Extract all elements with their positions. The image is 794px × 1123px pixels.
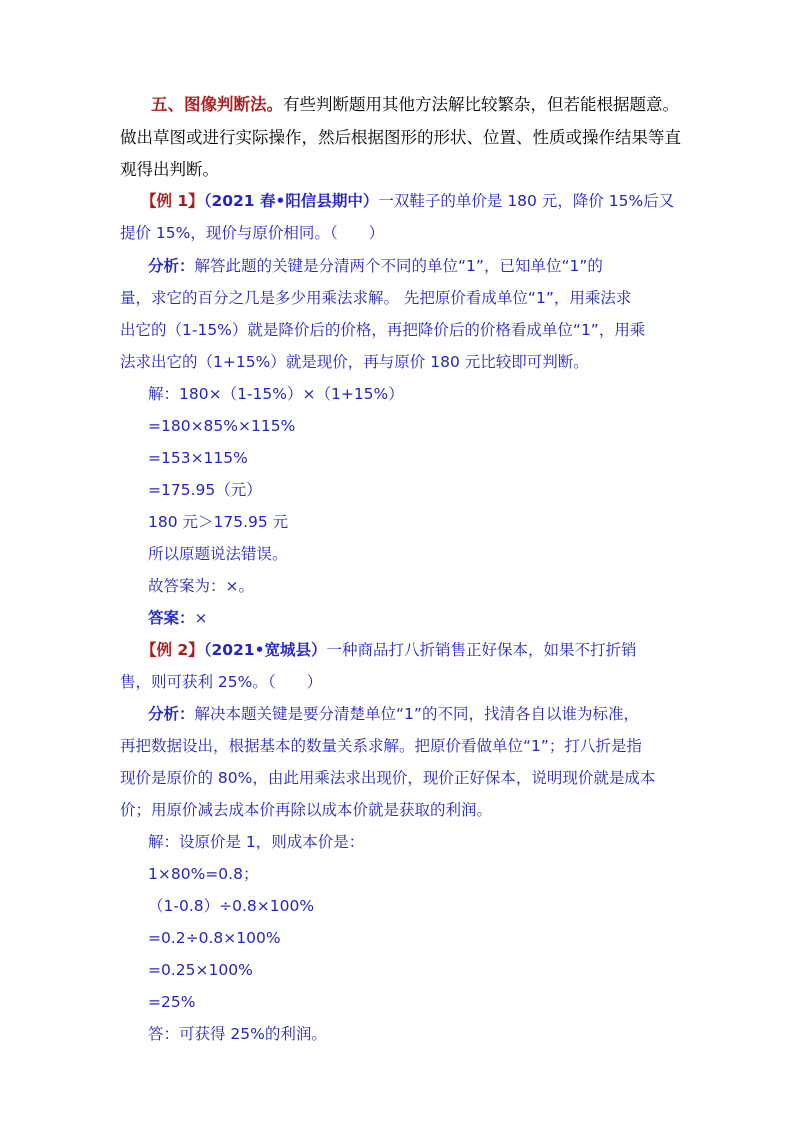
example1-analysis-line-2: 量，求它的百分之几是多少用乘法求解。 先把原价看成单位“1”，用乘法求 bbox=[120, 289, 632, 307]
example2-analysis-line-1 bbox=[148, 703, 639, 725]
example1-solution-line: =153×115% bbox=[148, 449, 248, 467]
example1-question-line-2: 提价 15%，现价与原价相同。（ ） bbox=[120, 224, 385, 242]
example1-answer bbox=[148, 607, 208, 629]
example1-solution-line: 180 元＞175.95 元 bbox=[148, 513, 289, 531]
example1-tag: 【例 1】 bbox=[141, 192, 204, 210]
example2-solution-line: =0.25×100% bbox=[148, 961, 253, 979]
intro-line-3: 观得出判断。 bbox=[120, 160, 219, 179]
example1-solution-line: =180×85%×115% bbox=[148, 417, 296, 435]
example1-solution-line: 解：180×（1-15%）×（1+15%） bbox=[148, 385, 404, 403]
example1-analysis-line-3: 出它的（1-15%）就是降价后的价格，再把降价后的价格看成单位“1”，用乘 bbox=[120, 321, 646, 339]
intro-line-1 bbox=[151, 93, 679, 117]
example1-question-text: 一双鞋子的单价是 180 元，降价 15%后又 bbox=[378, 192, 675, 210]
intro-line-2: 做出草图或进行实际操作，然后根据图形的形状、位置、性质或操作结果等直 bbox=[120, 128, 681, 147]
example1-analysis-line-4: 法求出它的（1+15%）就是现价，再与原价 180 元比较即可判断。 bbox=[120, 353, 589, 371]
intro-text: 有些判断题用其他方法解比较繁杂，但若能根据题意。 bbox=[283, 95, 679, 114]
example2-solution-line: =0.2÷0.8×100% bbox=[148, 929, 281, 947]
example2-tag: 【例 2】 bbox=[141, 641, 204, 659]
example1-analysis-line-1 bbox=[148, 255, 603, 277]
example1-solution-line: 故答案为：×。 bbox=[148, 577, 254, 595]
example2-solution-line: 解：设原价是 1，则成本价是： bbox=[148, 833, 365, 851]
example1-analysis-label: 分析： bbox=[148, 257, 195, 275]
example2-solution-line: =25% bbox=[148, 993, 196, 1011]
example2-solution-line: 1×80%=0.8； bbox=[148, 865, 259, 883]
example2-analysis-line-3: 现价是原价的 80%，由此用乘法求出现价，现价正好保本，说明现价就是成本 bbox=[120, 769, 656, 787]
example2-analysis-line-2: 再把数据设出，根据基本的数量关系求解。把原价看做单位“1”；打八折是指 bbox=[120, 737, 642, 755]
example2-source: （2021•宽城县） bbox=[203, 641, 327, 659]
example2-analysis-text: 解决本题关键是要分清楚单位“1”的不同，找清各自以谁为标准， bbox=[194, 705, 639, 723]
example1-answer-value: × bbox=[194, 609, 208, 627]
example2-solution-line: 答：可获得 25%的利润。 bbox=[148, 1025, 327, 1043]
example2-question-text: 一种商品打八折销售正好保本，如果不打折销 bbox=[326, 641, 637, 659]
example2-question-line-1 bbox=[141, 639, 637, 661]
example1-solution-line: =175.95（元） bbox=[148, 481, 262, 499]
example1-question-line-1 bbox=[141, 190, 674, 212]
example1-analysis-text: 解答此题的关键是分清两个不同的单位“1”，已知单位“1”的 bbox=[194, 257, 603, 275]
example1-source: （2021 春•阳信县期中） bbox=[203, 192, 379, 210]
section-heading: 五、图像判断法。 bbox=[151, 95, 283, 114]
example2-analysis-label: 分析： bbox=[148, 705, 195, 723]
example1-solution-line: 所以原题说法错误。 bbox=[148, 545, 288, 563]
example2-solution-line: （1-0.8）÷0.8×100% bbox=[148, 897, 315, 915]
example1-answer-label: 答案： bbox=[148, 609, 195, 627]
example2-analysis-line-4: 价；用原价减去成本价再除以成本价就是获取的利润。 bbox=[120, 801, 493, 819]
example2-question-line-2: 售，则可获利 25%。（ ） bbox=[120, 673, 323, 691]
